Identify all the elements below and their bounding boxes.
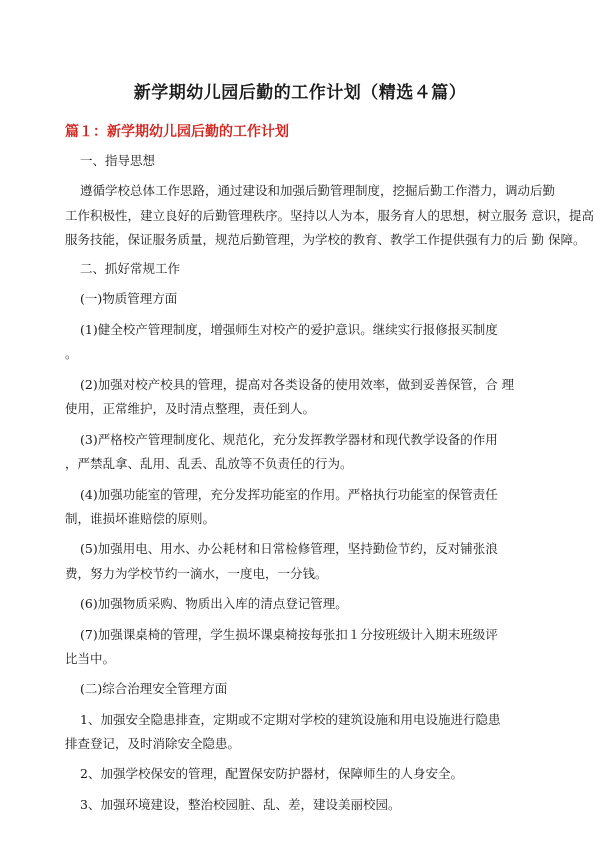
heading-routine-work: 二、抓好常规工作: [80, 261, 181, 276]
heading-safety-management: (二)综合治理安全管理方面: [80, 681, 228, 696]
list-item-continuation: 。: [65, 346, 78, 361]
heading-material-management: (一)物质管理方面: [80, 291, 178, 306]
list-item-continuation: 排查登记，及时消除安全隐患。: [65, 736, 241, 751]
section-heading: 篇１：新学期幼儿园后勤的工作计划: [65, 124, 289, 140]
list-item-continuation: 制，谁损坏谁赔偿的原则。: [65, 511, 216, 526]
list-item: (1)健全校产管理制度，增强师生对校产的爱护意识。继续实行报修报买制度: [80, 322, 498, 337]
list-item: (5)加强用电、用水、办公耗材和日常检修管理，坚持勤俭节约，反对铺张浪: [80, 541, 498, 556]
list-item: 2、加强学校保安的管理，配置保安防护器材，保障师生的人身安全。: [80, 766, 463, 781]
list-item: (4)加强功能室的管理，充分发挥功能室的作用。严格执行功能室的保管责任: [80, 487, 498, 502]
document-title: 新学期幼儿园后勤的工作计划（精选４篇）: [133, 83, 467, 103]
paragraph-line: 工作积极性，建立良好的后勤管理秩序。坚持以人为本，服务育人的思想，树立服务 意识，提高: [65, 208, 594, 223]
list-item-continuation: 比当中。: [65, 651, 116, 666]
list-item: 1、加强安全隐患排查，定期或不定期对学校的建筑设施和用电设施进行隐患: [80, 712, 501, 727]
list-item: 3、加强环境建设，整治校园脏、乱、差，建设美丽校园。: [80, 797, 401, 812]
list-item: (3)严格校产管理制度化、规范化，充分发挥教学器材和现代教学设备的作用: [80, 432, 498, 447]
heading-guiding-thought: 一、指导思想: [80, 153, 156, 168]
paragraph-line: 服务技能，保证服务质量，规范后勤管理，为学校的教育、教学工作提供强有力的后 勤 保障。: [65, 232, 586, 247]
paragraph-line: 遵循学校总体工作思路，通过建设和加强后勤管理制度，挖掘后勤工作潜力，调动后勤: [80, 183, 556, 198]
list-item: (2)加强对校产校具的管理，提高对各类设备的使用效率，做到妥善保管，合 理: [80, 377, 515, 392]
list-item-continuation: 费，努力为学校节约一滴水，一度电，一分钱。: [65, 566, 328, 581]
list-item-continuation: ，严禁乱拿、乱用、乱丢、乱放等不负责任的行为。: [65, 456, 353, 471]
list-item: (6)加强物质采购、物质出入库的清点登记管理。: [80, 596, 348, 611]
list-item-continuation: 使用，正常维护，及时清点整理，责任到人。: [65, 401, 316, 416]
list-item: (7)加强课桌椅的管理，学生损坏课桌椅按每张扣１分按班级计入期末班级评: [80, 627, 498, 642]
